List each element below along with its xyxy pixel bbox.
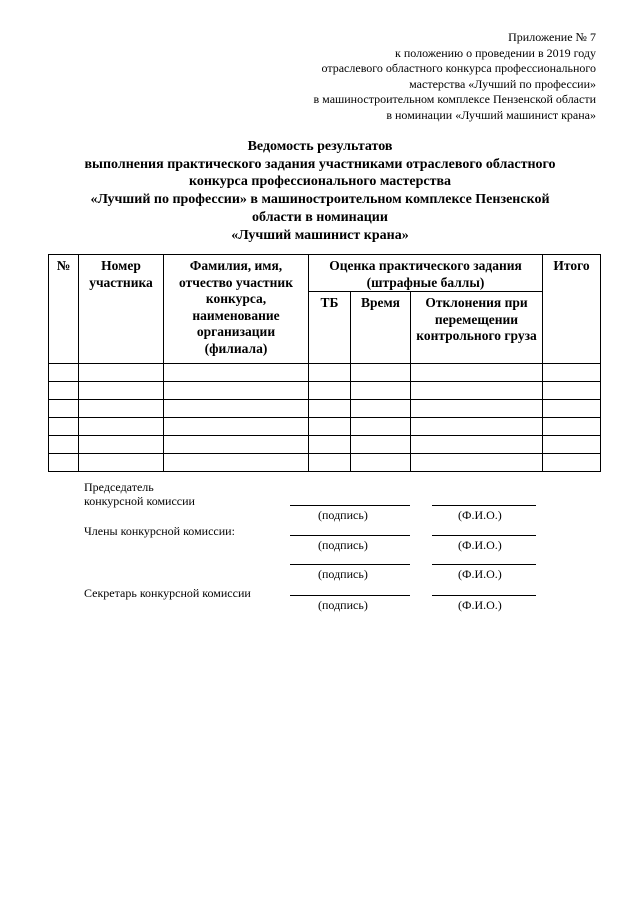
header-time: Время (351, 292, 411, 364)
header-participant-number: Номер участника (79, 255, 164, 364)
table-cell[interactable] (49, 454, 79, 472)
appendix-line: в номинации «Лучший машинист крана» (386, 107, 596, 122)
table-row (49, 454, 601, 472)
table-cell[interactable] (49, 400, 79, 418)
member1-signature-line[interactable] (290, 535, 410, 536)
secretary-name-line[interactable] (432, 595, 536, 596)
table-cell[interactable] (79, 382, 164, 400)
header-deviation: Отклонения при перемещении контрольного груза (411, 292, 543, 364)
table-cell[interactable] (411, 382, 543, 400)
chairman-signature-line[interactable] (290, 505, 410, 506)
title-line: «Лучший машинист крана» (231, 227, 409, 243)
table-row (49, 436, 601, 454)
table-cell[interactable] (309, 436, 351, 454)
table-cell[interactable] (164, 400, 309, 418)
table-cell[interactable] (49, 382, 79, 400)
table-cell[interactable] (49, 364, 79, 382)
appendix-line: отраслевого областного конкурса профессионального (321, 61, 596, 76)
table-cell[interactable] (543, 382, 601, 400)
table-cell[interactable] (79, 364, 164, 382)
table-cell[interactable] (79, 400, 164, 418)
header-number: № (49, 255, 79, 364)
appendix-line: Приложение № 7 (508, 30, 596, 44)
secretary-signature-line[interactable] (290, 595, 410, 596)
table-cell[interactable] (543, 364, 601, 382)
appendix-note (314, 30, 596, 124)
table-cell[interactable] (164, 454, 309, 472)
table-row (49, 400, 601, 418)
table-cell[interactable] (309, 454, 351, 472)
title-line: области в номинации (252, 209, 388, 225)
table-cell[interactable] (49, 418, 79, 436)
title-line: конкурса профессионального мастерства (188, 174, 452, 190)
chairman-name-caption: (Ф.И.О.) (458, 508, 502, 522)
member2-signature-line[interactable] (290, 564, 410, 565)
table-cell[interactable] (79, 418, 164, 436)
chairman-name-line[interactable] (432, 505, 536, 506)
table-cell[interactable] (543, 436, 601, 454)
members-label: Члены конкурсной комиссии: (84, 524, 235, 538)
secretary-label: Секретарь конкурсной комиссии (84, 586, 251, 600)
member2-signature-caption: (подпись) (318, 567, 368, 581)
appendix-line: к положению о проведении в 2019 году (395, 45, 596, 60)
header-score-group: Оценка практического задания (штрафные баллы) (309, 255, 543, 292)
table-cell[interactable] (351, 400, 411, 418)
chairman-label-line1: Председатель (84, 480, 154, 494)
table-cell[interactable] (411, 364, 543, 382)
results-table (48, 254, 601, 472)
member1-name-caption: (Ф.И.О.) (458, 538, 502, 552)
member1-signature-caption: (подпись) (318, 538, 368, 552)
table-cell[interactable] (411, 454, 543, 472)
title-line: «Лучший по профессии» в машиностроительном комплексе Пензенской (90, 192, 550, 208)
table-row (49, 364, 601, 382)
member1-name-line[interactable] (432, 535, 536, 536)
table-cell[interactable] (543, 400, 601, 418)
table-cell[interactable] (164, 418, 309, 436)
table-cell[interactable] (49, 436, 79, 454)
table-cell[interactable] (164, 382, 309, 400)
header-total: Итого (543, 255, 601, 364)
table-cell[interactable] (309, 364, 351, 382)
title-line: выполнения практического задания участниками отраслевого областного (84, 156, 556, 172)
table-cell[interactable] (351, 436, 411, 454)
table-cell[interactable] (351, 364, 411, 382)
title-line: Ведомость результатов (247, 139, 393, 154)
header-safety: ТБ (309, 292, 351, 364)
chairman-signature-caption: (подпись) (318, 508, 368, 522)
secretary-signature-caption: (подпись) (318, 598, 368, 612)
table-cell[interactable] (309, 382, 351, 400)
document-title (50, 138, 590, 244)
table-cell[interactable] (79, 454, 164, 472)
chairman-label-line2: конкурсной комиссии (84, 494, 195, 508)
table-cell[interactable] (309, 418, 351, 436)
table-cell[interactable] (351, 454, 411, 472)
member2-name-caption: (Ф.И.О.) (458, 567, 502, 581)
table-cell[interactable] (411, 436, 543, 454)
appendix-line: в машиностроительном комплексе Пензенской области (313, 92, 596, 107)
table-cell[interactable] (164, 364, 309, 382)
table-cell[interactable] (411, 400, 543, 418)
member2-name-line[interactable] (432, 564, 536, 565)
table-cell[interactable] (543, 418, 601, 436)
table-cell[interactable] (164, 436, 309, 454)
table-cell[interactable] (351, 382, 411, 400)
appendix-line: мастерства «Лучший по профессии» (409, 76, 596, 91)
table-row (49, 418, 601, 436)
table-header-row (49, 255, 601, 292)
table-cell[interactable] (309, 400, 351, 418)
table-cell[interactable] (351, 418, 411, 436)
table-row (49, 382, 601, 400)
table-cell[interactable] (543, 454, 601, 472)
table-cell[interactable] (79, 436, 164, 454)
table-cell[interactable] (411, 418, 543, 436)
header-participant-name: Фамилия, имя, отчество участник конкурса, наименование организации (филиала) (164, 255, 309, 364)
secretary-name-caption: (Ф.И.О.) (458, 598, 502, 612)
